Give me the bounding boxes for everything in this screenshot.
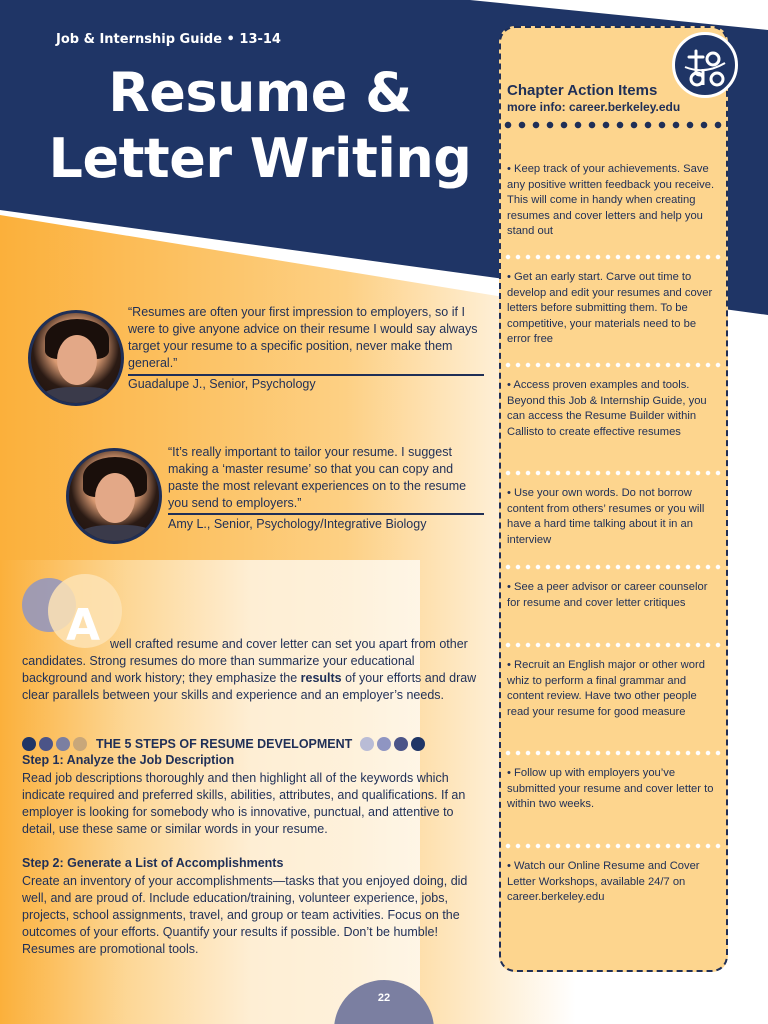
dot-icon [394,737,408,751]
steps-title: THE 5 STEPS OF RESUME DEVELOPMENT [96,737,353,751]
step-2-heading: Step 2: Generate a List of Accomplishments [22,856,284,870]
dot-icon [360,737,374,751]
quote-2-text: “It’s really important to tailor your resume. I suggest making a ‘master resume’ so that you can copy and paste the most relevant experiences on to the resume you send to employers.” [168,445,467,510]
action-item: • Get an early start. Carve out time to develop and edit your resumes and cover letters before submitting them. To be competitive, your materials need to be error free [507,271,713,345]
action-item-separator [503,642,725,648]
action-item: • Watch our Online Resume and Cover Letter Workshops, available 24/7 on career.berkeley.edu [507,860,700,903]
dot-icon [39,737,53,751]
action-item-separator [503,362,725,368]
page-number: 22 [377,992,391,1004]
intro-paragraph [22,636,482,704]
action-item: • Use your own words. Do not borrow content from others’ resumes or you will have a hard time talking about it in an interview [507,487,705,546]
dot-icon [56,737,70,751]
title-line-1: Resume & [108,61,412,124]
intro-text-before: well crafted resume and cover letter can set you apart from other candidates. Strong resumes do more than summarize your educational background and work history; they emphasize the [22,637,468,685]
quote-2-rule [168,513,484,515]
avatar-guadalupe [28,310,124,406]
guide-label: Job & Internship Guide • 13-14 [56,32,281,47]
dot-icon [411,737,425,751]
action-item-separator [503,750,725,756]
dot-icon [377,737,391,751]
action-item: • Follow up with employers you’ve submitted your resume and cover letter to within two weeks. [507,767,714,810]
sidebar-dots-divider [501,120,725,130]
action-item-separator [503,470,725,476]
action-item: • Recruit an English major or other word whiz to perform a final grammar and content review. Have two other people read your resume for good measure [507,659,705,718]
action-item: • Keep track of your achievements. Save any positive written feedback you receive. This will come in handy when creating resumes and cover letters and help you stand out [507,163,715,237]
step-1-heading: Step 1: Analyze the Job Description [22,753,235,767]
quote-2-author: Amy L., Senior, Psychology/Integrative Biology [168,517,427,531]
intro-text-after: of your efforts and draw clear parallels between your skills and experience and an employer’s needs. [22,671,477,702]
dropcap-letter: A [66,600,101,651]
face [57,335,97,385]
dot-icon [73,737,87,751]
sidebar-title: Chapter Action Items [507,82,658,99]
dot-icon [22,737,36,751]
action-item: • See a peer advisor or career counselor for resume and cover letter critiques [507,581,708,609]
page-title [30,60,490,192]
quote-1-rule [128,374,484,376]
sidebar-subtitle: more info: career.berkeley.edu [507,100,681,114]
title-line-2: Letter Writing [48,127,472,190]
intro-emphasis: results [300,671,342,685]
action-item-separator [503,843,725,849]
action-item-separator [503,564,725,570]
quote-1-author: Guadalupe J., Senior, Psychology [128,377,316,391]
avatar-amy [66,448,162,544]
todo-logo-icon [675,35,735,95]
steps-header [22,734,492,754]
step-2-body: Create an inventory of your accomplishments—tasks that you enjoyed doing, did well, and are proud of. Include education/training, volunteer experience, jobs, projects, school assignments, travel, and group or team activities. Focus on the outcomes of your efforts. Quantify your results if possible. Don’t be humble! Resumes are promotional tools. [22,874,468,956]
action-item-separator [503,254,725,260]
todo-badge-icon [672,32,738,98]
face [95,473,135,523]
quote-1-text: “Resumes are often your first impression to employers, so if I were to give anyone advice on their resume I would say always target your resume to a specific position, never make them general.” [128,305,478,370]
action-item: • Access proven examples and tools. Beyond this Job & Internship Guide, you can access the Resume Builder within Callisto to create effective resumes [507,379,707,438]
step-1-body: Read job descriptions thoroughly and then highlight all of the keywords which indicate required and preferred skills, abilities, attributes, and qualifications. If an employer is looking for somebody who is innovative, punctual, and attentive to detail, use these same or similar words in your resume. [22,771,466,836]
